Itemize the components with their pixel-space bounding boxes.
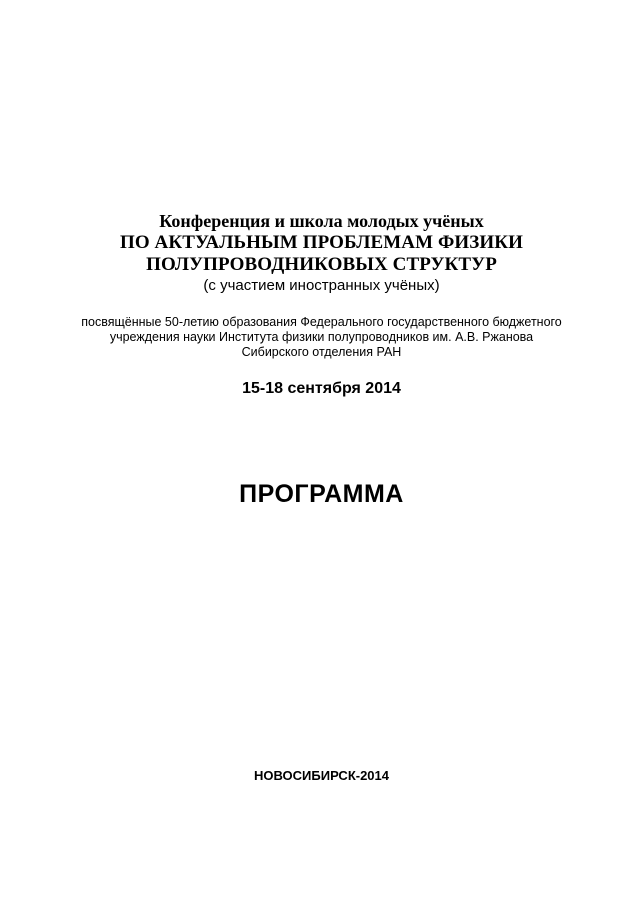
city-year <box>0 767 643 785</box>
title-subtitle: (с участием иностранных учёных) <box>203 277 440 294</box>
dedication-text <box>0 315 643 360</box>
dedication-line-1: посвящённые 50-летию образования Федерального государственного бюджетного <box>81 315 562 329</box>
date-text: 15-18 сентября 2014 <box>242 380 401 397</box>
title-line-3: ПОЛУПРОВОДНИКОВЫХ СТРУКТУР <box>146 254 497 275</box>
city-year-text: НОВОСИБИРСК-2014 <box>253 768 389 783</box>
title-line-2: ПО АКТУАЛЬНЫМ ПРОБЛЕМАМ ФИЗИКИ <box>119 232 524 253</box>
program-heading-text: ПРОГРАММА <box>239 480 404 508</box>
program-heading <box>0 478 643 510</box>
dedication-line-2: учреждения науки Института физики полупроводников им. А.В. Ржанова <box>109 330 534 344</box>
title-line-1: Конференция и школа молодых учёных <box>159 211 484 231</box>
conference-title <box>0 210 643 294</box>
conference-dates <box>0 379 643 399</box>
dedication-line-3: Сибирского отделения РАН <box>241 345 402 359</box>
